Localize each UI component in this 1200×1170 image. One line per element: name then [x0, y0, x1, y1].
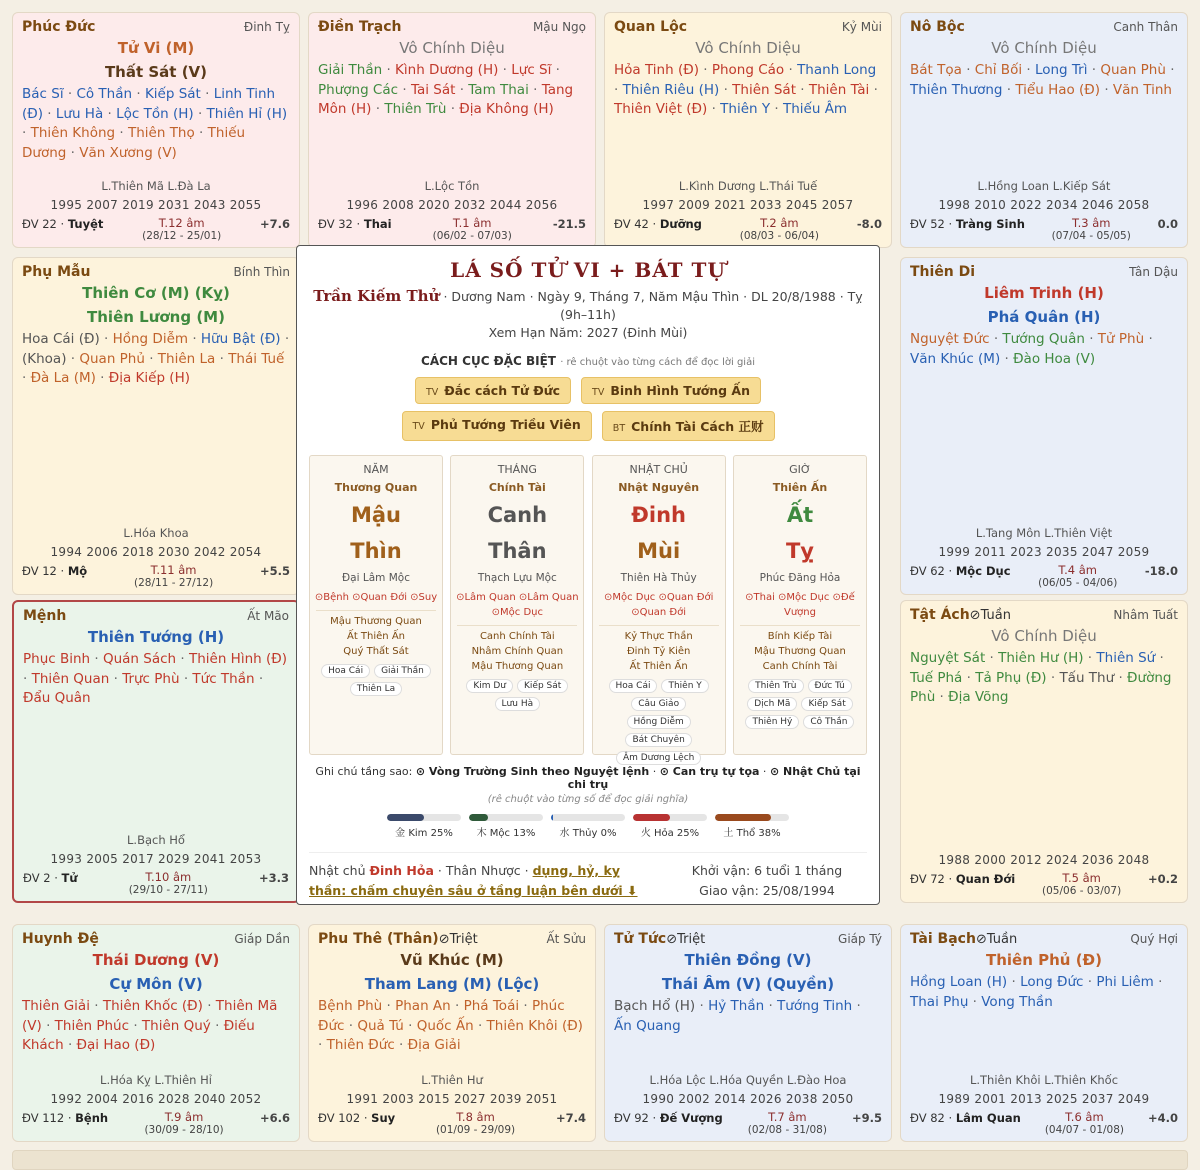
minor-star[interactable]: Kình Dương (H): [395, 62, 499, 78]
palace-0[interactable]: [12, 12, 300, 248]
minor-star[interactable]: Nguyệt Đức: [910, 331, 990, 347]
than-sat-chip: Hồng Diễm: [627, 715, 691, 729]
minor-star[interactable]: Thiên Hình (Đ): [188, 651, 287, 667]
han-years: 1990 2002 2014 2026 2038 2050: [642, 1092, 854, 1106]
minor-star[interactable]: Đường Phù: [910, 669, 1172, 705]
minor-star[interactable]: Phan An: [395, 998, 451, 1014]
birth-info: · Dương Nam · Ngày 9, Tháng 7, Năm Mậu Thìn · DL 20/8/1988 · Tỵ (9h–11h): [443, 289, 863, 322]
han-years: 1995 2007 2019 2031 2043 2055: [50, 198, 262, 212]
than-sat-chip: Cô Thần: [803, 715, 854, 729]
minor-star[interactable]: Thiên Sát: [732, 81, 796, 98]
minor-star[interactable]: Hỏa Tinh (Đ): [614, 62, 699, 78]
palace-2[interactable]: [604, 12, 892, 248]
minor-star[interactable]: Tang Môn (H): [318, 81, 574, 117]
palace-score: +5.5: [259, 564, 290, 578]
than-sat-chip: Câu Giảo: [631, 697, 686, 711]
minor-star[interactable]: Thiên Thọ: [127, 125, 195, 141]
minor-star[interactable]: Đào Hoa (V): [1013, 350, 1096, 367]
palace-can-chi: Ất Sửu: [546, 932, 586, 946]
luu-stars: L.Lộc Tồn: [424, 179, 480, 193]
main-star[interactable]: Thiên Phủ (Đ): [986, 951, 1102, 969]
dai-van: ĐV 2 · Tử: [23, 871, 78, 885]
minor-star[interactable]: Đẩu Quân: [23, 690, 91, 706]
minor-stars: Bác Sĩ · Cô Thần · Kiếp Sát · Linh Tinh (Đ) · Lưu Hà · Lộc Tồn (H) · Thiên Hỉ (H) · Thiên Không · Thiên Thọ · Thiếu Dương · Văn Xương (V): [22, 86, 288, 161]
minor-star[interactable]: Tướng Quân: [1002, 331, 1085, 347]
minor-star[interactable]: Long Trì: [1034, 62, 1088, 78]
minor-star[interactable]: Thiên Khôi (Đ): [486, 1017, 583, 1034]
luu-stars: L.Thiên Khôi L.Thiên Khốc: [969, 1073, 1119, 1087]
dai-van: ĐV 82 · Lâm Quan: [910, 1111, 1021, 1125]
main-star[interactable]: Vô Chính Diệu: [695, 39, 801, 57]
minor-star[interactable]: Bệnh Phù: [318, 998, 383, 1014]
palace-score: -21.5: [552, 217, 586, 231]
minor-star[interactable]: Tả Phụ (Đ): [975, 669, 1047, 686]
minor-star[interactable]: Địa Võng: [948, 689, 1009, 705]
earthly-branch: Thìn: [350, 539, 402, 563]
heavenly-stem: Ất: [786, 503, 814, 527]
palace-tag: ⊘Triệt: [438, 932, 478, 947]
palace-4[interactable]: [12, 257, 300, 595]
minor-stars: Bệnh Phù · Phan An · Phá Toái · Phúc Đức · Quả Tú · Quốc Ấn · Thiên Khôi (Đ) · Thiên Đức · Địa Giải: [318, 998, 583, 1053]
minor-star[interactable]: Thiên Khốc (Đ): [102, 998, 203, 1014]
bat-tu-pillars: [309, 455, 867, 763]
element-bar: 土 Thổ 38%: [715, 814, 789, 839]
minor-star[interactable]: Tướng Tinh: [777, 998, 853, 1014]
palace-name: Phu Thê (Thân): [318, 931, 439, 947]
palace-name: Tử Tức: [614, 931, 667, 947]
minor-star[interactable]: Thiếu Dương: [22, 125, 246, 161]
luu-stars: L.Hồng Loan L.Kiếp Sát: [977, 179, 1111, 193]
palace-3[interactable]: [900, 12, 1188, 248]
minor-star[interactable]: Thiên Quý: [141, 1017, 211, 1034]
month-range: T.3 âm (07/04 - 05/05): [1051, 216, 1131, 242]
luu-stars: L.Thiên Mã L.Đà La: [101, 179, 211, 193]
than-sat-chip: Giải Thần: [374, 664, 431, 678]
month-range: T.6 âm (04/07 - 01/08): [1044, 1110, 1124, 1136]
minor-star[interactable]: Tức Thần: [192, 670, 255, 687]
palace-score: +7.4: [555, 1111, 586, 1125]
cach-cuc-chip[interactable]: TV Đắc cách Tử Đức: [415, 377, 571, 404]
dai-van: ĐV 102 · Suy: [318, 1111, 396, 1125]
cach-cuc-heading: CÁCH CỤC ĐẶC BIỆT · rê chuột vào từng cách để đọc lời giải: [421, 354, 755, 368]
minor-stars: Bạch Hổ (H) · Hỷ Thần · Tướng Tinh · Ấn Quang: [614, 998, 861, 1034]
month-range: T.9 âm (30/09 - 28/10): [144, 1110, 224, 1136]
minor-star[interactable]: Thiên Trù: [384, 101, 447, 117]
than-sat-chip: Kim Dư: [466, 679, 513, 693]
minor-star[interactable]: Hoa Cái (Đ): [22, 331, 100, 347]
palace-score: -18.0: [1144, 564, 1178, 578]
earthly-branch: Thân: [488, 539, 547, 563]
than-sat-chip: Hoa Cái: [321, 664, 370, 678]
element-bar: 火 Hỏa 25%: [633, 814, 707, 839]
dai-van: ĐV 72 · Quan Đới: [910, 872, 1016, 886]
month-range: T.2 âm (08/03 - 06/04): [739, 216, 819, 242]
minor-stars: Phục Binh · Quán Sách · Thiên Hình (Đ) · Thiên Quan · Trực Phù · Tức Thần · Đẩu Quân: [23, 651, 287, 706]
minor-star[interactable]: Thiên Y: [720, 101, 771, 117]
month-range: T.12 âm (28/12 - 25/01): [142, 216, 222, 242]
palace-name: Tật Ách: [910, 607, 970, 623]
luu-stars: L.Tang Môn L.Thiên Việt: [975, 526, 1113, 540]
than-sat-chip: Thiên Y: [661, 679, 708, 693]
minor-star[interactable]: Tai Sát: [410, 81, 456, 98]
minor-star[interactable]: Thiên Phúc: [54, 1017, 130, 1034]
palace-8[interactable]: [12, 924, 300, 1142]
palace-name: Phụ Mẫu: [22, 264, 91, 280]
palace-score: +0.2: [1147, 872, 1178, 886]
cach-cuc-chip[interactable]: TV Binh Hình Tướng Ấn: [581, 377, 761, 404]
main-star[interactable]: Thiên Đồng (V): [684, 951, 812, 969]
than-sat-chip: Âm Dương Lệch: [616, 751, 701, 765]
palace-tag: ⊘Triệt: [666, 932, 706, 947]
minor-star[interactable]: Quan Phù: [1100, 62, 1166, 78]
minor-star[interactable]: Tam Thai: [468, 81, 529, 98]
minor-star[interactable]: Hữu Bật (Đ): [200, 331, 281, 347]
minor-star[interactable]: Phi Liêm: [1096, 974, 1154, 990]
palace-can-chi: Tân Dậu: [1129, 265, 1178, 279]
than-sat-chip: Hoa Cái: [609, 679, 658, 693]
month-range: T.5 âm (05/06 - 03/07): [1042, 871, 1122, 897]
minor-star[interactable]: Thai Phụ: [910, 993, 969, 1010]
minor-star[interactable]: Phá Toái: [463, 998, 520, 1014]
minor-star[interactable]: Bạch Hổ (H): [614, 998, 696, 1014]
palace-score: +4.0: [1147, 1111, 1178, 1125]
minor-stars: Giải Thần · Kình Dương (H) · Lực Sĩ · Phượng Các · Tai Sát · Tam Thai · Tang Môn (H) · Thiên Trù · Địa Không (H): [318, 62, 574, 117]
minor-star[interactable]: Thiên Đức: [326, 1037, 395, 1053]
month-range: T.1 âm (06/02 - 07/03): [432, 216, 512, 242]
palace-10[interactable]: [604, 924, 892, 1142]
minor-stars: Hỏa Tinh (Đ) · Phong Cáo · Thanh Long · Thiên Riêu (H) · Thiên Sát · Thiên Tài · Thiên Việt (Đ) · Thiên Y · Thiếu Âm: [614, 62, 878, 117]
han-years: 1993 2005 2017 2029 2041 2053: [50, 852, 262, 866]
minor-star[interactable]: Tấu Thư: [1059, 669, 1115, 686]
minor-star[interactable]: Đà La (M): [30, 370, 96, 386]
minor-star[interactable]: Thiên Mã (V): [22, 998, 278, 1034]
palace-can-chi: Canh Thân: [1113, 20, 1178, 34]
element-bar: 水 Thủy 0%: [551, 814, 625, 839]
layer-legend: Ghi chú tầng sao: ⊙ Vòng Trường Sinh theo Nguyệt lệnh · ⊙ Can trụ tự tọa · ⊙ Nhật Chủ tại chi trụ: [315, 765, 861, 791]
than-sat-chip: Bát Chuyên: [625, 733, 691, 747]
minor-star[interactable]: Thiên Giải: [22, 998, 90, 1014]
minor-star[interactable]: Phúc Đức: [318, 998, 565, 1034]
minor-star[interactable]: Quốc Ấn: [416, 1017, 474, 1034]
minor-star[interactable]: Lưu Hà: [55, 105, 104, 122]
center-panel: [296, 245, 880, 905]
pillar-0[interactable]: NĂM Thương Quan Mậu Thìn Đại Lâm Mộc ⊙Bệnh ⊙Quan Đới ⊙Suy Mậu Thương Quan Ất Thiên Ấn Quý Thất Sát Hoa Cái Giải Thần Thiên La: [309, 455, 443, 755]
minor-star[interactable]: Thiếu Âm: [782, 101, 848, 117]
main-star[interactable]: Thái Âm (V) (Quyền): [661, 975, 835, 993]
minor-star[interactable]: Vong Thần: [981, 993, 1053, 1010]
chart-title: LÁ SỐ TỬ VI + BÁT TỰ: [450, 258, 726, 282]
minor-star[interactable]: Thiên Quan: [31, 670, 110, 687]
than-sat-chip: Thiên La: [350, 682, 402, 696]
dai-van: ĐV 42 · Dưỡng: [614, 217, 702, 231]
palace-name: Tài Bạch: [910, 931, 976, 947]
palace-name: Điền Trạch: [318, 19, 402, 35]
minor-star[interactable]: Tiểu Hao (Đ): [1015, 81, 1101, 98]
palace-can-chi: Bính Thìn: [233, 265, 290, 279]
palace-9[interactable]: [308, 924, 596, 1142]
minor-star[interactable]: Trực Phù: [122, 670, 180, 687]
xem-han: Xem Hạn Năm: 2027 (Đinh Mùi): [488, 325, 688, 340]
element-bar: 木 Mộc 13%: [469, 814, 543, 839]
minor-star[interactable]: Phong Cáo: [711, 62, 785, 78]
person-info: [309, 287, 867, 342]
main-star[interactable]: Thiên Tướng (H): [87, 628, 225, 646]
palace-7[interactable]: [900, 600, 1188, 903]
han-years: 1988 2000 2012 2024 2036 2048: [938, 853, 1150, 867]
minor-star[interactable]: Thiên Việt (Đ): [614, 101, 708, 117]
minor-star[interactable]: Giải Thần: [318, 62, 383, 78]
nhat-chu-summary: Nhật chủ Đinh Hỏa · Thân Nhược · dụng, hỷ, kỵ thần: chấm chuyên sâu ở tầng luận bên dưới ⬇ Khởi vận: 6 tuổi 1 tháng Giao vận: 25/08/1994: [309, 852, 867, 901]
month-range: T.11 âm (28/11 - 27/12): [134, 563, 214, 589]
palace-name: Mệnh: [23, 608, 67, 624]
minor-stars: Nguyệt Sát · Thiên Hư (H) · Thiên Sứ · Tuế Phá · Tả Phụ (Đ) · Tấu Thư · Đường Phù · Địa Võng: [910, 650, 1172, 705]
minor-stars: Hồng Loan (H) · Long Đức · Phi Liêm · Thai Phụ · Vong Thần: [910, 974, 1163, 1010]
minor-star[interactable]: Hồng Diễm: [112, 331, 189, 347]
minor-star[interactable]: Bác Sĩ: [22, 86, 64, 102]
palace-score: +7.6: [259, 217, 290, 231]
han-years: 1997 2009 2021 2033 2045 2057: [642, 198, 854, 212]
month-range: T.10 âm (29/10 - 27/11): [128, 870, 208, 896]
pillar-3[interactable]: GIỜ Thiên Ấn Ất Tỵ Phúc Đăng Hỏa ⊙Thai ⊙Mộc Dục ⊙Đế Vượng Bính Kiếp Tài Mậu Thương Quan Canh Chính Tài Thiên Trù Đức Tú Dịch Mã Kiếp Sát Thiên Hỷ Cô Thần: [733, 455, 867, 755]
palace-name: Phúc Đức: [22, 19, 96, 35]
minor-star[interactable]: Thái Tuế: [228, 350, 285, 367]
minor-star[interactable]: Văn Tinh: [1112, 81, 1172, 98]
minor-star[interactable]: Đại Hao (Đ): [76, 1037, 156, 1053]
palace-name: Huynh Đệ: [22, 931, 99, 947]
dai-van: ĐV 112 · Bệnh: [22, 1111, 109, 1125]
bottom-panel-edge: [12, 1150, 1188, 1170]
legend-hint: (rê chuột vào từng số để đọc giải nghĩa): [487, 794, 689, 805]
han-years: 1999 2011 2023 2035 2047 2059: [938, 545, 1150, 559]
palace-can-chi: Kỷ Mùi: [841, 20, 882, 34]
minor-star[interactable]: Ấn Quang: [614, 1017, 681, 1034]
minor-star[interactable]: Chỉ Bối: [974, 62, 1023, 78]
palace-score: +3.3: [258, 871, 289, 885]
dai-van: ĐV 92 · Đế Vượng: [614, 1111, 723, 1125]
minor-star[interactable]: Nguyệt Sát: [910, 650, 986, 666]
month-range: T.7 âm (02/08 - 31/08): [747, 1110, 827, 1136]
than-sat-chip: Thiên Trù: [748, 679, 803, 693]
minor-star[interactable]: Linh Tinh (Đ): [22, 86, 276, 122]
five-elements-bars: [309, 814, 867, 839]
cach-cuc-chips: [309, 377, 867, 441]
main-star[interactable]: Thiên Cơ (M) (Kỵ): [82, 284, 230, 302]
dung-hy-ky-link[interactable]: dụng, hỷ, kỵ thần: chấm chuyên sâu ở tầng luận bên dưới ⬇: [309, 863, 638, 898]
than-sat-chip: Kiếp Sát: [517, 679, 568, 693]
than-sat-chip: Dịch Mã: [747, 697, 797, 711]
minor-star[interactable]: Thiên Riêu (H): [622, 81, 720, 98]
minor-star[interactable]: Lực Sĩ: [511, 62, 552, 78]
minor-star[interactable]: (Khoa): [22, 350, 67, 367]
han-years: 1994 2006 2018 2030 2042 2054: [50, 545, 262, 559]
than-sat-chip: Đức Tú: [808, 679, 852, 693]
luu-stars: L.Kình Dương L.Thái Tuế: [678, 179, 818, 193]
cach-cuc-chip[interactable]: BT Chính Tài Cách 正财: [602, 411, 775, 441]
heavenly-stem: Canh: [487, 503, 548, 527]
main-star[interactable]: Vô Chính Diệu: [991, 627, 1097, 645]
palace-can-chi: Quý Hợi: [1130, 932, 1178, 946]
main-star[interactable]: Vô Chính Diệu: [991, 39, 1097, 57]
palace-5[interactable]: [900, 257, 1188, 595]
minor-star[interactable]: Kiếp Sát: [144, 86, 201, 102]
minor-star[interactable]: Tuế Phá: [910, 669, 963, 686]
main-star[interactable]: Tử Vi (M): [117, 39, 195, 57]
dai-van: ĐV 52 · Tràng Sinh: [910, 217, 1025, 231]
minor-star[interactable]: Thiên Thương: [910, 81, 1003, 98]
minor-star[interactable]: Tử Phù: [1097, 331, 1145, 347]
month-range: T.8 âm (01/09 - 29/09): [435, 1110, 516, 1136]
main-star[interactable]: Thái Dương (V): [92, 951, 220, 969]
dai-van: ĐV 22 · Tuyệt: [22, 217, 104, 231]
giao-van: Giao vận: 25/08/1994: [699, 883, 835, 898]
minor-star[interactable]: Văn Khúc (M): [910, 350, 1001, 367]
minor-star[interactable]: Thiên Không: [30, 125, 116, 141]
cach-cuc-chip[interactable]: TV Phủ Tướng Triều Viên: [402, 411, 592, 441]
than-sat-chip: Lưu Hà: [495, 697, 541, 711]
palace-score: -8.0: [856, 217, 882, 231]
minor-star[interactable]: Địa Giải: [407, 1037, 461, 1053]
palace-tag: ⊘Tuần: [975, 932, 1018, 947]
palace-can-chi: Đinh Tỵ: [243, 20, 290, 34]
palace-tag: ⊘Tuần: [969, 608, 1011, 623]
palace-name: Quan Lộc: [614, 19, 687, 35]
minor-star[interactable]: Quán Sách: [102, 651, 177, 667]
palace-can-chi: Nhâm Tuất: [1113, 608, 1178, 622]
minor-star[interactable]: Phục Binh: [23, 651, 91, 667]
palace-can-chi: Giáp Dần: [234, 932, 290, 946]
palace-score: 0.0: [1157, 217, 1178, 231]
han-years: 1989 2001 2013 2025 2037 2049: [938, 1092, 1150, 1106]
earthly-branch: Mùi: [637, 539, 681, 563]
han-years: 1996 2008 2020 2032 2044 2056: [346, 198, 558, 212]
palace-name: Thiên Di: [910, 264, 976, 280]
main-star[interactable]: Vũ Khúc (M): [400, 951, 504, 969]
month-range: T.4 âm (06/05 - 04/06): [1038, 563, 1118, 589]
luu-stars: L.Thiên Hư: [421, 1073, 483, 1087]
han-years: 1998 2010 2022 2034 2046 2058: [938, 198, 1150, 212]
palace-score: +9.5: [851, 1111, 882, 1125]
minor-star[interactable]: Hồng Loan (H): [910, 974, 1008, 990]
minor-star[interactable]: Thiên Hư (H): [998, 650, 1084, 666]
minor-star[interactable]: Quan Phủ: [79, 350, 145, 367]
minor-star[interactable]: Địa Không (H): [459, 101, 554, 117]
minor-star[interactable]: Thiên La: [157, 350, 216, 367]
main-star[interactable]: Thiên Lương (M): [87, 308, 225, 326]
minor-stars: Nguyệt Đức · Tướng Quân · Tử Phù · Văn Khúc (M) · Đào Hoa (V): [910, 331, 1153, 367]
palace-11[interactable]: [900, 924, 1188, 1142]
luu-stars: L.Hóa Lộc L.Hóa Quyền L.Đào Hoa: [649, 1073, 847, 1087]
dai-van: ĐV 62 · Mộc Dục: [910, 564, 1011, 578]
minor-stars: Thiên Giải · Thiên Khốc (Đ) · Thiên Mã (V) · Thiên Phúc · Thiên Quý · Điếu Khách · Đại Hao (Đ): [22, 998, 278, 1053]
palace-can-chi: Mậu Ngọ: [532, 20, 586, 34]
minor-star[interactable]: Thiên Sứ: [1096, 650, 1156, 666]
main-star[interactable]: Liêm Trinh (H): [984, 284, 1104, 302]
heavenly-stem: Đinh: [631, 503, 686, 527]
heavenly-stem: Mậu: [350, 503, 402, 527]
earthly-branch: Tỵ: [785, 539, 814, 563]
palace-6[interactable]: [12, 600, 300, 903]
minor-star[interactable]: Hỷ Thần: [708, 998, 765, 1014]
dai-van: ĐV 32 · Thai: [318, 217, 392, 231]
palace-1[interactable]: [308, 12, 596, 248]
palace-name: Nô Bộc: [910, 19, 965, 35]
palace-can-chi: Ất Mão: [247, 609, 289, 623]
han-years: 1992 2004 2016 2028 2040 2052: [50, 1092, 262, 1106]
minor-star[interactable]: Bát Tọa: [910, 62, 962, 78]
minor-star[interactable]: Văn Xương (V): [79, 144, 177, 161]
minor-star[interactable]: Lộc Tồn (H): [116, 105, 194, 122]
pillar-1[interactable]: THÁNG Chính Tài Canh Thân Thạch Lựu Mộc ⊙Lâm Quan ⊙Lâm Quan ⊙Mộc Dục Canh Chính Tài Nhâm Chính Quan Mậu Thương Quan Kim Dư Kiếp Sát Lưu Hà: [450, 455, 584, 755]
palace-can-chi: Giáp Tý: [838, 932, 882, 946]
minor-star[interactable]: Long Đức: [1020, 974, 1084, 990]
minor-star[interactable]: Phượng Các: [318, 81, 399, 98]
minor-star[interactable]: Địa Kiếp (H): [108, 370, 190, 386]
person-name: Trần Kiếm Thử: [313, 287, 440, 305]
minor-star[interactable]: Điếu Khách: [22, 1017, 255, 1053]
main-star[interactable]: Phá Quân (H): [987, 308, 1101, 326]
minor-star[interactable]: Cô Thần: [76, 86, 133, 102]
minor-stars: Bát Tọa · Chỉ Bối · Long Trì · Quan Phù · Thiên Thương · Tiểu Hao (Đ) · Văn Tinh: [910, 62, 1175, 98]
minor-star[interactable]: Thanh Long: [797, 62, 877, 78]
main-star[interactable]: Thất Sát (V): [104, 63, 208, 81]
khoi-van: Khởi vận: 6 tuổi 1 tháng: [691, 863, 843, 878]
minor-star[interactable]: Quả Tú: [357, 1017, 404, 1034]
element-bar: 金 Kim 25%: [387, 814, 461, 839]
minor-stars: Hoa Cái (Đ) · Hồng Diễm · Hữu Bật (Đ) · (Khoa) · Quan Phủ · Thiên La · Thái Tuế · Đà La (M) · Địa Kiếp (H): [22, 331, 290, 386]
pillar-2[interactable]: NHẬT CHỦ Nhật Nguyên Đinh Mùi Thiên Hà Thủy ⊙Mộc Dục ⊙Quan Đới ⊙Quan Đới Kỷ Thực Thần Đinh Tỷ Kiên Ất Thiên Ấn Hoa Cái Thiên Y Câu Giảo Hồng Diễm Bát Chuyên Âm Dương Lệch: [592, 455, 726, 755]
minor-star[interactable]: Thiên Tài: [808, 81, 870, 98]
than-sat-chip: Thiên Hỷ: [745, 715, 799, 729]
luu-stars: L.Bạch Hổ: [127, 833, 185, 847]
main-star[interactable]: Cự Môn (V): [109, 975, 203, 993]
minor-star[interactable]: Thiên Hỉ (H): [206, 105, 288, 122]
han-years: 1991 2003 2015 2027 2039 2051: [346, 1092, 558, 1106]
than-sat-chip: Kiếp Sát: [801, 697, 852, 711]
main-star[interactable]: Vô Chính Diệu: [399, 39, 505, 57]
dai-van: ĐV 12 · Mộ: [22, 564, 88, 578]
palace-score: +6.6: [259, 1111, 290, 1125]
luu-stars: L.Hóa Kỵ L.Thiên Hỉ: [100, 1073, 212, 1087]
luu-stars: L.Hóa Khoa: [123, 526, 189, 540]
main-star[interactable]: Tham Lang (M) (Lộc): [364, 975, 540, 993]
